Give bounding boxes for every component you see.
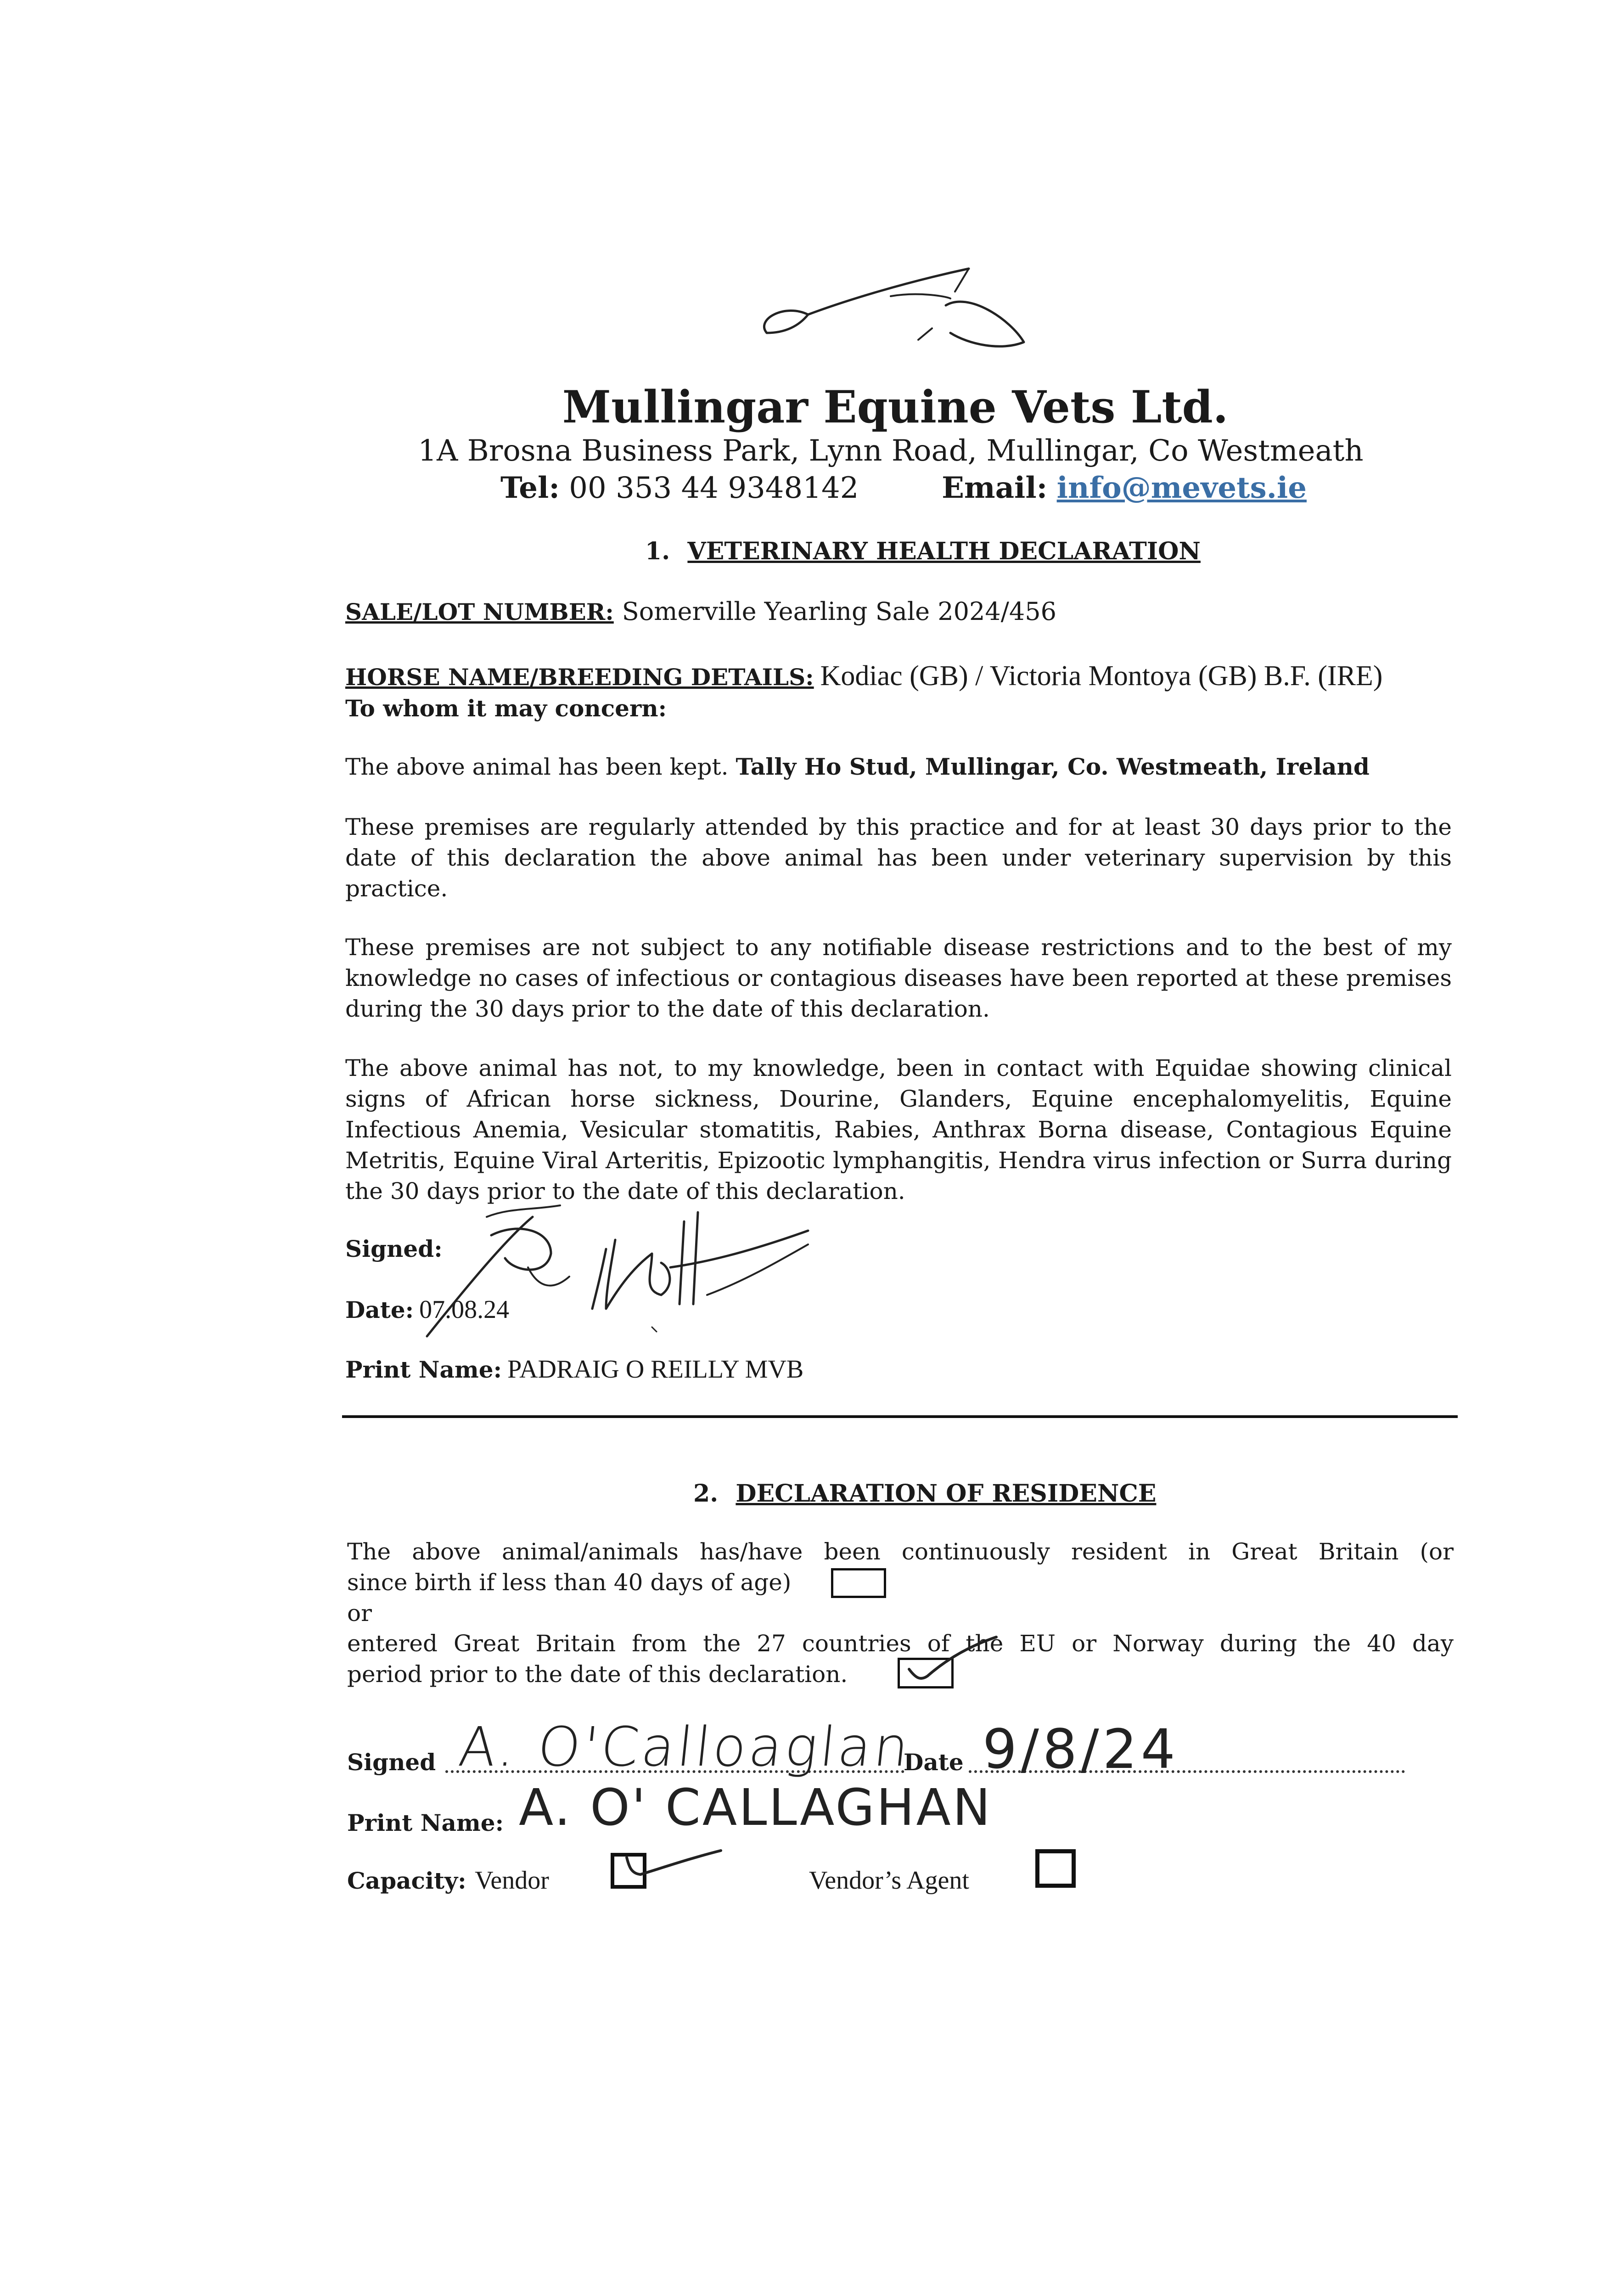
signed-label-2: Signed xyxy=(347,1749,436,1776)
kept-prefix: The above animal has been kept. xyxy=(345,754,729,780)
greeting: To whom it may concern: xyxy=(345,695,667,722)
sale-label: SALE/LOT NUMBER: xyxy=(345,598,614,625)
paragraph-no-contact: The above animal has not, to my knowledge, been in contact with Equidae showing clinical signs of African horse sickness, Dourine, Glanders, Equine encephalomyelitis, Equine Infectious Anemia, Vesicular stomatitis, Rabies, Anthrax Borna disease, Contagious Equine Metritis, Equine Viral Arteritis, Epizootic lymphangitis, Hendra virus infection or Surra during the 30 days prior to the date of this declaration. xyxy=(345,1055,1452,1204)
residence-line-4: period prior to the date of this declaration. xyxy=(347,1661,848,1688)
horse-row xyxy=(345,660,1382,692)
capacity-row xyxy=(347,1866,549,1895)
print-handwriting-2: A. O' CALLAGHAN xyxy=(519,1778,992,1837)
residence-line-1: The above animal/animals has/have been continuously resident in Great Britain (or xyxy=(347,1538,1454,1565)
residence-line-3: entered Great Britain from the 27 countries of the EU or Norway during the 40 day xyxy=(347,1630,1454,1657)
tel-label: Tel: xyxy=(500,471,560,505)
agent-label: Vendor’s Agent xyxy=(809,1866,969,1895)
section1-heading xyxy=(645,537,1201,565)
capacity-label: Capacity: xyxy=(347,1867,466,1894)
signed-label-1: Signed: xyxy=(345,1235,443,1262)
date-label-1: Date: xyxy=(345,1296,414,1323)
or-text: or xyxy=(347,1600,372,1626)
email-label: Email: xyxy=(942,471,1048,505)
sale-value: Somerville Yearling Sale 2024/456 xyxy=(622,597,1056,626)
date-value-1: 07.08.24 xyxy=(419,1295,510,1324)
paragraph-no-restrictions: These premises are not subject to any notifiable disease restrictions and to the best of my knowledge no cases of infectious or contagious diseases have been reported at these premises during the 30 days prior to the date of this declaration. xyxy=(345,934,1452,1022)
company-name: Mullingar Equine Vets Ltd. xyxy=(562,381,1229,433)
print-value-1: PADRAIG O REILLY MVB xyxy=(507,1355,804,1384)
date-handwriting-2: 9/8/24 xyxy=(983,1717,1179,1781)
section1-number: 1. xyxy=(645,537,670,565)
kept-place: Tally Ho Stud, Mullingar, Co. Westmeath, Ireland xyxy=(736,753,1370,780)
horse-label: HORSE NAME/BREEDING DETAILS: xyxy=(345,664,814,691)
section2-number: 2. xyxy=(693,1480,719,1508)
kept-line xyxy=(345,753,1370,780)
print-row-1 xyxy=(345,1355,803,1384)
tel-value: 00 353 44 9348142 xyxy=(569,471,859,505)
contact-line xyxy=(500,471,1307,505)
company-address: 1A Brosna Business Park, Lynn Road, Mullingar, Co Westmeath xyxy=(418,434,1364,468)
section1-title: VETERINARY HEALTH DECLARATION xyxy=(687,537,1201,565)
print-label-2: Print Name: xyxy=(347,1809,504,1836)
signed-handwriting-2: A. O'Calloaglan xyxy=(455,1715,915,1778)
email-link[interactable]: info@mevets.ie xyxy=(1056,471,1307,505)
vendor-label: Vendor xyxy=(475,1866,549,1895)
vet-signature xyxy=(413,1203,872,1341)
agent-checkbox[interactable] xyxy=(1035,1849,1076,1888)
paragraph-supervision: These premises are regularly attended by this practice and for at least 30 days prior to the date of this declaration the above animal has been under veterinary supervision by this practice. xyxy=(345,814,1452,902)
section2-title: DECLARATION OF RESIDENCE xyxy=(736,1480,1157,1508)
sale-lot-row xyxy=(345,597,1056,626)
print-label-1: Print Name: xyxy=(345,1356,502,1383)
entered-tick xyxy=(900,1628,1001,1688)
section2-heading xyxy=(693,1480,1156,1508)
section-divider xyxy=(342,1415,1458,1418)
date-label-2: Date xyxy=(904,1749,964,1776)
vendor-tick xyxy=(615,1841,725,1892)
residence-line-2: since birth if less than 40 days of age) xyxy=(347,1569,792,1596)
resident-checkbox[interactable] xyxy=(831,1568,886,1598)
horse-logo-icon xyxy=(753,264,1028,356)
horse-value: Kodiac (GB) / Victoria Montoya (GB) B.F. (IRE) xyxy=(820,660,1383,692)
